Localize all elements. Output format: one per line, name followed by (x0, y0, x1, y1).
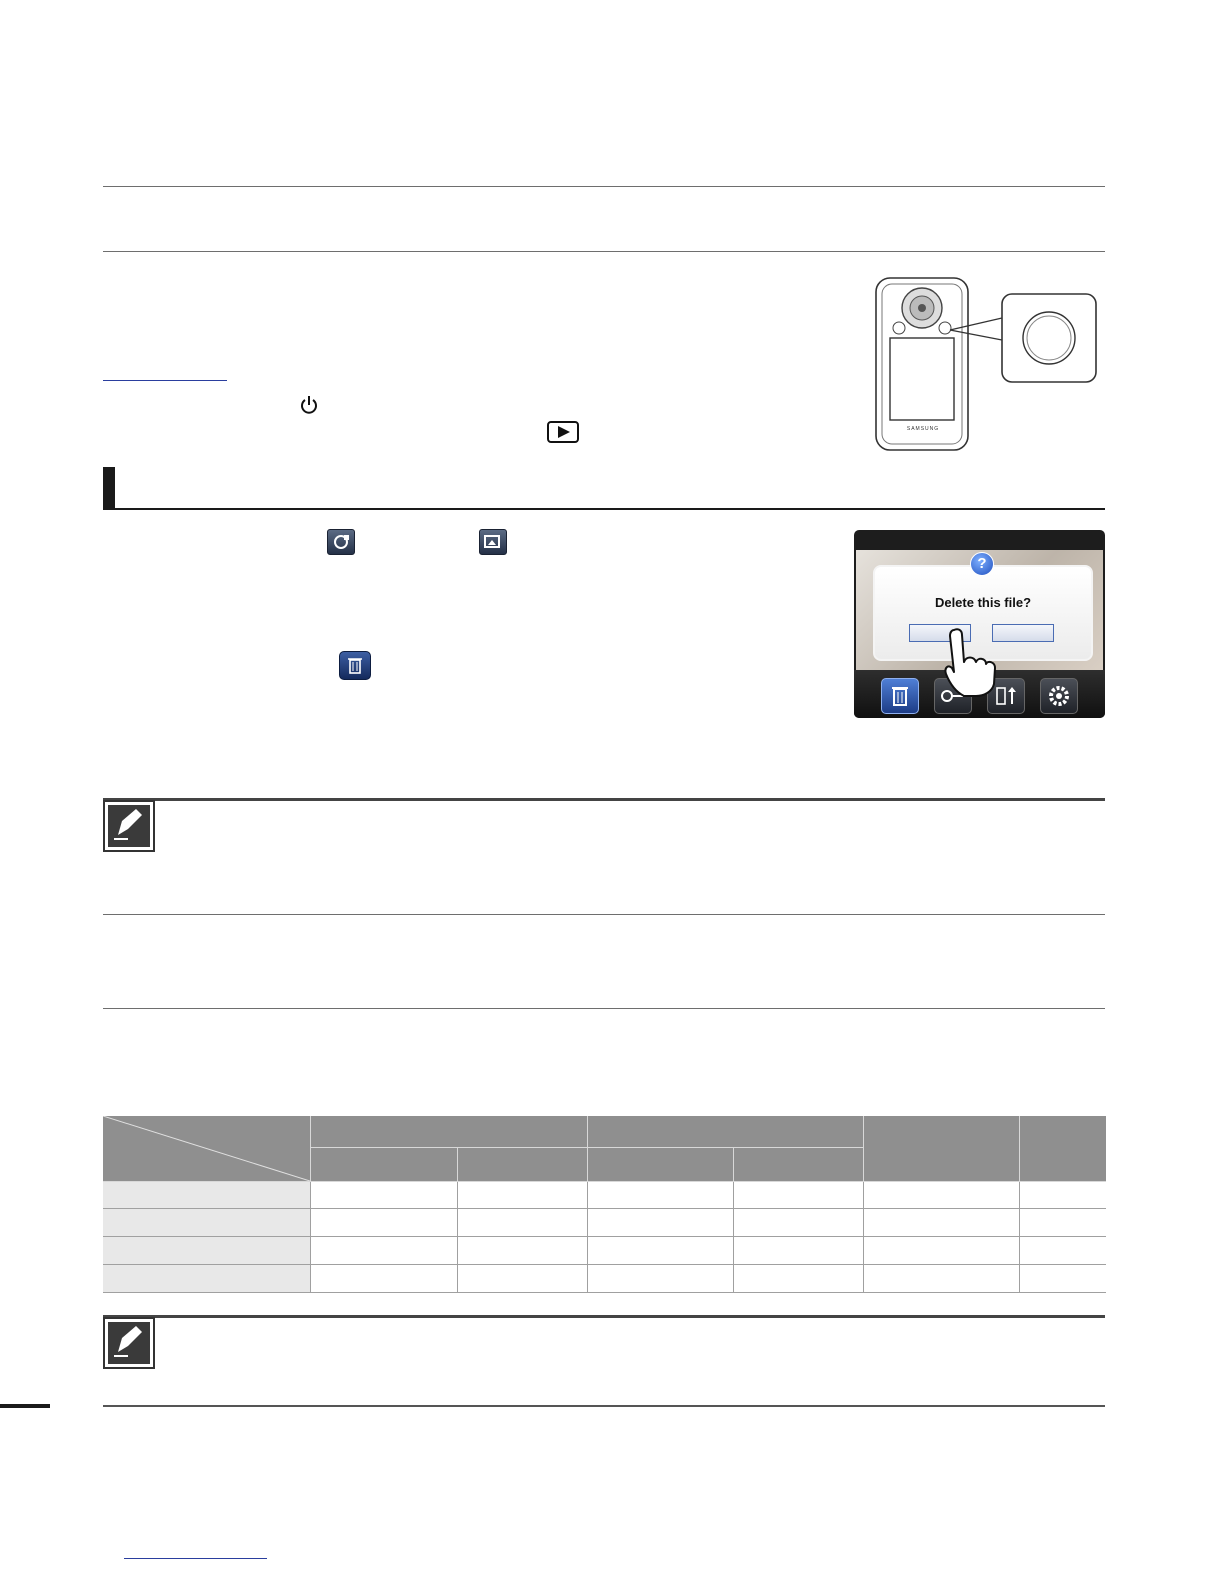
table-row-header (103, 1181, 310, 1208)
table-cell (310, 1236, 457, 1264)
device-brand: SAMSUNG (906, 426, 940, 432)
note-rule (103, 1315, 1105, 1318)
dialog-no-button[interactable] (992, 624, 1054, 642)
table-row (103, 1236, 1106, 1264)
header-rule (103, 251, 1105, 252)
table-cell (863, 1208, 1019, 1236)
divider-rule (103, 1008, 1105, 1009)
page-edge-tab (0, 1404, 50, 1408)
section-header-bar (103, 467, 115, 510)
table-subheader (733, 1147, 863, 1181)
table-row (103, 1181, 1106, 1208)
table-cell (457, 1181, 587, 1208)
divider-rule (103, 914, 1105, 915)
table-subheader (587, 1147, 733, 1181)
note-pencil-icon (103, 1317, 155, 1369)
top-rule (103, 186, 1105, 187)
settings-button[interactable] (1040, 678, 1078, 714)
thumbnail-view-icon (327, 529, 355, 555)
table-cell (863, 1236, 1019, 1264)
camera-screen-illustration (854, 530, 1105, 718)
table-cell (457, 1236, 587, 1264)
table-cell (457, 1208, 587, 1236)
table-cell (1019, 1181, 1106, 1208)
table-cell (1019, 1264, 1106, 1292)
question-icon: ? (970, 552, 994, 576)
table-group-header (310, 1116, 587, 1147)
table-cell (863, 1264, 1019, 1292)
pointing-hand-icon (940, 626, 998, 698)
table-cell (733, 1208, 863, 1236)
table-corner-header (103, 1116, 310, 1181)
page-link-underline[interactable] (103, 380, 227, 381)
bottom-rule (103, 1405, 1105, 1407)
table-row-header (103, 1236, 310, 1264)
table-cell (310, 1264, 457, 1292)
section-header (103, 467, 1105, 510)
power-icon (299, 394, 319, 416)
table-cell (1019, 1236, 1106, 1264)
table-cell (863, 1181, 1019, 1208)
table-cell (733, 1236, 863, 1264)
table-column-header (863, 1116, 1019, 1181)
table-subheader (310, 1147, 457, 1181)
table-row-header (103, 1264, 310, 1292)
note-block (103, 798, 1105, 858)
table-cell (733, 1264, 863, 1292)
table-cell (310, 1181, 457, 1208)
table-row (103, 1264, 1106, 1292)
table-subheader (457, 1147, 587, 1181)
play-mode-icon (547, 421, 579, 443)
table-cell (733, 1181, 863, 1208)
table-row (103, 1208, 1106, 1236)
table-cell (1019, 1208, 1106, 1236)
table-group-header (587, 1116, 863, 1147)
table-column-header (1019, 1116, 1106, 1181)
dialog-message: Delete this file? (934, 595, 1032, 610)
table-cell (457, 1264, 587, 1292)
delete-button[interactable] (881, 678, 919, 714)
note-rule (103, 798, 1105, 801)
table-row-header (103, 1208, 310, 1236)
footer-link-underline[interactable] (124, 1558, 267, 1559)
photo-view-icon (479, 529, 507, 555)
note-block (103, 1315, 1105, 1375)
table-cell (587, 1264, 733, 1292)
trash-icon (339, 651, 371, 680)
data-table (103, 1116, 1106, 1293)
table-cell (587, 1236, 733, 1264)
table-cell (310, 1208, 457, 1236)
table-cell (587, 1181, 733, 1208)
note-pencil-icon (103, 800, 155, 852)
table-cell (587, 1208, 733, 1236)
section-header-rule (115, 508, 1105, 510)
